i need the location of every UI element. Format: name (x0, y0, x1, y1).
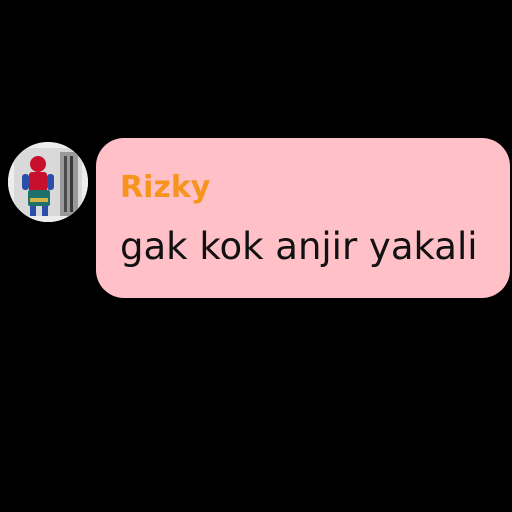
sender-name: Rizky (120, 170, 211, 205)
message-bubble[interactable] (96, 138, 510, 298)
avatar-photo-icon (8, 142, 88, 222)
message-text: gak kok anjir yakali (120, 225, 478, 268)
avatar[interactable] (8, 142, 88, 222)
